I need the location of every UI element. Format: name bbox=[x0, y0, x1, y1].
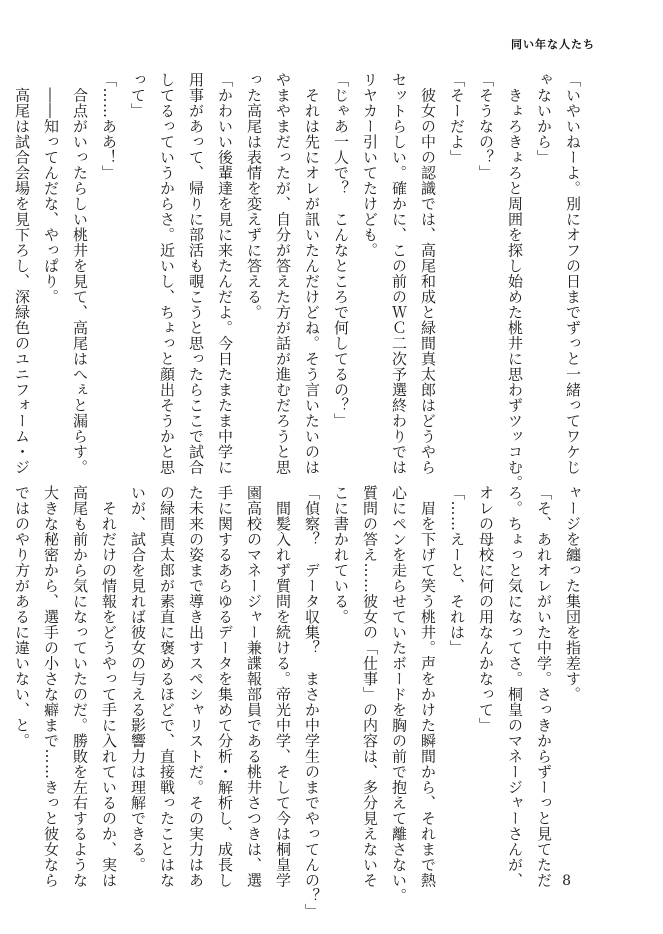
text-line: 「そうなの？」 bbox=[477, 72, 495, 181]
text-line: 「……えーと、それは」 bbox=[448, 485, 466, 656]
text-line: セットらしい。確かに、この前のＷＣ二次予選終わりでは bbox=[390, 72, 408, 475]
text-line: こに書かれている。 bbox=[332, 485, 350, 625]
text-line: 合点がいったらしい桃井を見て、高尾はへぇと漏らす。 bbox=[71, 72, 89, 475]
text-line: ――知ってんだな、やっぱり。 bbox=[42, 72, 60, 305]
text-line: 手に関するあらゆるデータを集めて分析・解析し、成長し bbox=[216, 485, 234, 888]
text-line: 大きな秘密から、選手の小さな癖まで……きっと彼女なら bbox=[42, 485, 60, 888]
text-line: 眉を下げて笑う桃井。声をかけた瞬間から、それまで熱 bbox=[419, 485, 437, 888]
text-line: いが、試合を見れば彼女の与える影響力は理解できる。 bbox=[129, 485, 147, 873]
text-line: やまやまだったが、自分が答えた方が話が進むだろうと思 bbox=[274, 72, 292, 475]
text-line: 園高校のマネージャー兼諜報部員である桃井さつきは、選 bbox=[245, 485, 263, 888]
text-line: った高尾は表情を変えずに答える。 bbox=[245, 72, 263, 320]
text-line: 高尾も前から気になっていたのだ。勝敗を左右するような bbox=[71, 485, 89, 888]
text-line: ャージを纏った集団を指差す。 bbox=[564, 485, 582, 702]
text-line: リヤカー引いてたけども。 bbox=[361, 72, 379, 258]
text-line: 「偵察？ データ収集？ まさか中学生のまでやってんの？」 bbox=[303, 485, 321, 919]
page-number: 8 bbox=[562, 873, 571, 889]
text-line: 「……ああ！」 bbox=[100, 72, 118, 181]
text-line: 彼女の中の認識では、高尾和成と緑間真太郎はどうやら bbox=[419, 72, 437, 475]
text-line: 高尾は試合会場を見下ろし、深緑色のユニフォーム・ジ bbox=[13, 72, 31, 475]
text-line: の緑間真太郎が素直に褒めるほどで、直接戦ったことはな bbox=[158, 485, 176, 888]
text-line: 「かわいい後輩達を見に来たんだよ。今日たまたま中学に bbox=[216, 72, 234, 475]
text-line: 間髪入れず質問を続ける。帝光中学、そして今は桐皇学 bbox=[274, 485, 292, 888]
text-block-upper bbox=[13, 72, 587, 491]
text-line: 「じゃあ一人で？ こんなところで何してるの？」 bbox=[332, 72, 350, 429]
text-line: きょろきょろと周囲を探し始めた桃井に思わずツッコむ。 bbox=[506, 72, 524, 491]
text-line: それだけの情報をどうやって手に入れているのか、実は bbox=[100, 485, 118, 888]
text-line: それは先にオレが訊いたんだけどね。そう言いたいのは bbox=[303, 72, 321, 475]
text-line: 「そ、あれオレがいた中学。さっきからずーっと見てただ bbox=[535, 485, 553, 888]
text-line: 質問の答え……彼女の「仕事」の内容は、多分見えないそ bbox=[361, 485, 379, 888]
text-line: って」 bbox=[129, 72, 147, 119]
text-line: オレの母校に何の用なんかなって」 bbox=[477, 485, 495, 733]
text-block-lower bbox=[13, 485, 587, 919]
text-line: 用事があって、帰りに部活も覗こうと思ったらここで試合 bbox=[187, 72, 205, 475]
text-line: ではのやり方があるに違いない、と。 bbox=[13, 485, 31, 749]
text-line: ろ。ちょっと気になってさ。桐皇のマネージャーさんが、 bbox=[506, 485, 524, 888]
text-line: してるっていうからさ。近いし、ちょっと顔出そうかと思 bbox=[158, 72, 176, 475]
running-title: 同い年な人たち bbox=[511, 38, 595, 51]
text-line: た未来の姿まで導き出すスペシャリストだ。その実力はあ bbox=[187, 485, 205, 888]
text-line: 「そーだよ」 bbox=[448, 72, 466, 165]
text-line: ゃないから」 bbox=[535, 72, 553, 165]
text-line: 「いやいねーよ。別にオフの日までずっと一緒ってワケじ bbox=[564, 72, 582, 475]
text-line: 心にペンを走らせていたボードを胸の前で抱えて離さない。 bbox=[390, 485, 408, 904]
